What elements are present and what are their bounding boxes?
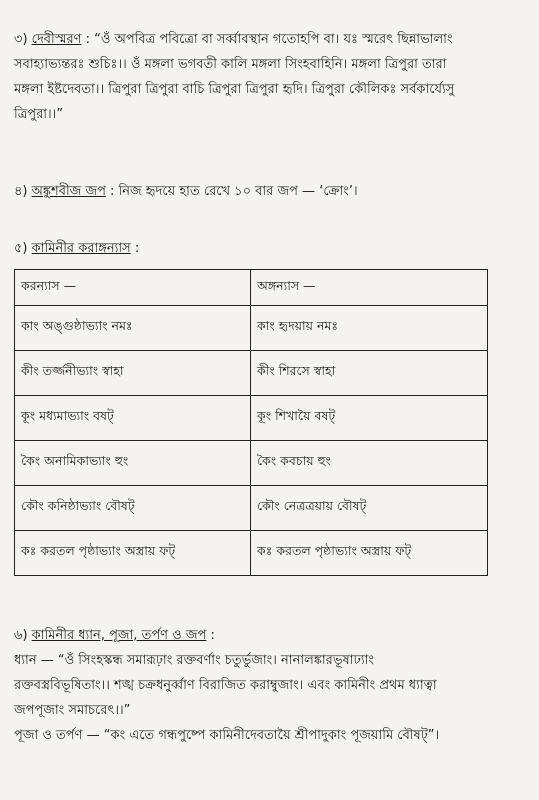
section-5-line: [14, 236, 530, 261]
section-5-number: ৫): [14, 241, 32, 256]
table-cell-karanyas: কূং মধ্যমাভ্যাং বষট্: [15, 396, 251, 441]
table-cell-karanyas: কৈং অনামিকাভ্যাং হুং: [15, 441, 251, 486]
section-6-heading-colon: :: [206, 628, 215, 643]
section-3-line-4: ত্রিপুরা।।”: [14, 107, 64, 122]
section-5-heading-colon: :: [130, 241, 140, 256]
table-row: [15, 351, 488, 396]
header-karanyas: করন্যাস —: [15, 270, 251, 306]
section-5-karanganyas: [14, 236, 530, 261]
table-cell-karanyas: কঃ করতল পৃষ্ঠাভ্যাং অস্ত্রায় ফট্: [15, 531, 251, 576]
nyas-table: [14, 269, 488, 576]
section-4-heading: অঙ্কুশবীজ জপ: [31, 184, 106, 199]
table-cell-anganyas: কূং শিখায়ৈ বষট্: [251, 396, 488, 441]
section-3-number: ৩): [14, 32, 32, 47]
section-4-number: ৪): [14, 184, 32, 199]
section-6-heading: কামিনীর ধ্যান, পূজা, তর্পণ ও জপ: [31, 628, 207, 643]
header-anganyas: অঙ্গন্যাস —: [251, 270, 488, 306]
table-row: [15, 306, 488, 351]
table-cell-karanyas: কাং অঙ্গুষ্ঠাভ্যাং নমঃ: [15, 306, 251, 351]
section-4-text: : নিজ হৃদয়ে হাত রেখে ১০ বার জপ — ‘ক্রোং’।: [105, 184, 358, 199]
section-4-ankushbij: [14, 179, 530, 204]
section-6-line-1: ধ্যান — “ওঁ সিংহস্কন্ধ সমারূঢ়াং রক্তবর্ণাং চতুর্ভুজাং। নানালঙ্কারভূষাঢ্যাং: [14, 653, 374, 668]
table-cell-anganyas: কৌং নেত্রত্রয়ায় বৌষট্: [251, 486, 488, 531]
section-6-dhyan-puja: [14, 623, 530, 748]
section-3-line-1: [14, 27, 530, 52]
table-cell-karanyas: কীং তর্জ্জনীভ্যাং স্বাহা: [15, 351, 251, 396]
section-3-line-2: সবাহ্যাভ্যন্তরঃ শুচিঃ।। ওঁ মঙ্গলা ভগবতী কালি মঙ্গলা সিংহবাহিনি। মঙ্গলা ত্রিপুরা তারা: [14, 57, 447, 72]
table-row: [15, 441, 488, 486]
table-cell-anganyas: কীং শিরসে স্বাহা: [251, 351, 488, 396]
section-6-line-2: রক্তবস্ত্রবিভূষিতাং।। শঙ্খ চক্রধনুর্ব্বাণ বিরাজিত করাম্বুজাং। এবং কামিনীং প্রথম ধ্যাত্বা: [14, 678, 437, 693]
table-cell-anganyas: কাং হৃদয়ায় নমঃ: [251, 306, 488, 351]
table-row: [15, 531, 488, 576]
table-cell-anganyas: কৈং কবচায় হুং: [251, 441, 488, 486]
section-3-heading: দেবীস্মরণ: [31, 32, 82, 47]
table-cell-anganyas: কঃ করতল পৃষ্ঠাভ্যাং অস্ত্রায় ফট্: [251, 531, 488, 576]
section-6-heading-line: [14, 623, 530, 648]
section-5-heading: কামিনীর করাঙ্গন্যাস: [31, 241, 131, 256]
section-6-number: ৬): [14, 628, 32, 643]
table-row: [15, 486, 488, 531]
section-6-line-3: জপপূজাং সমাচরেৎ।।”: [14, 703, 131, 718]
section-3-line-3: মঙ্গলা ইষ্টদেবতা।। ত্রিপুরা ত্রিপুরা বাচি ত্রিপুরা ত্রিপুরা হৃদি। ত্রিপুরা কৌলিকঃ সর্বকার্য্যেসু: [14, 82, 455, 97]
section-3-line-1-text: : “ওঁ অপবিত্র পবিত্রো বা সর্ব্বাবস্থান গতোহপি বা। যঃ স্মরেৎ ছিন্নাভালাং: [81, 32, 453, 47]
section-3-devi-smaran: [14, 27, 530, 127]
table-header-row: [15, 270, 488, 306]
table-row: [15, 396, 488, 441]
section-4-line: [14, 179, 530, 204]
table-cell-karanyas: কৌং কনিষ্ঠাভ্যাং বৌষট্: [15, 486, 251, 531]
section-6-line-4: পূজা ও তর্পণ — “কং এতে গন্ধপুষ্পে কামিনীদেবতায়ৈ শ্রীপাদুকাং পূজয়ামি বৌষট্”।: [14, 728, 440, 743]
